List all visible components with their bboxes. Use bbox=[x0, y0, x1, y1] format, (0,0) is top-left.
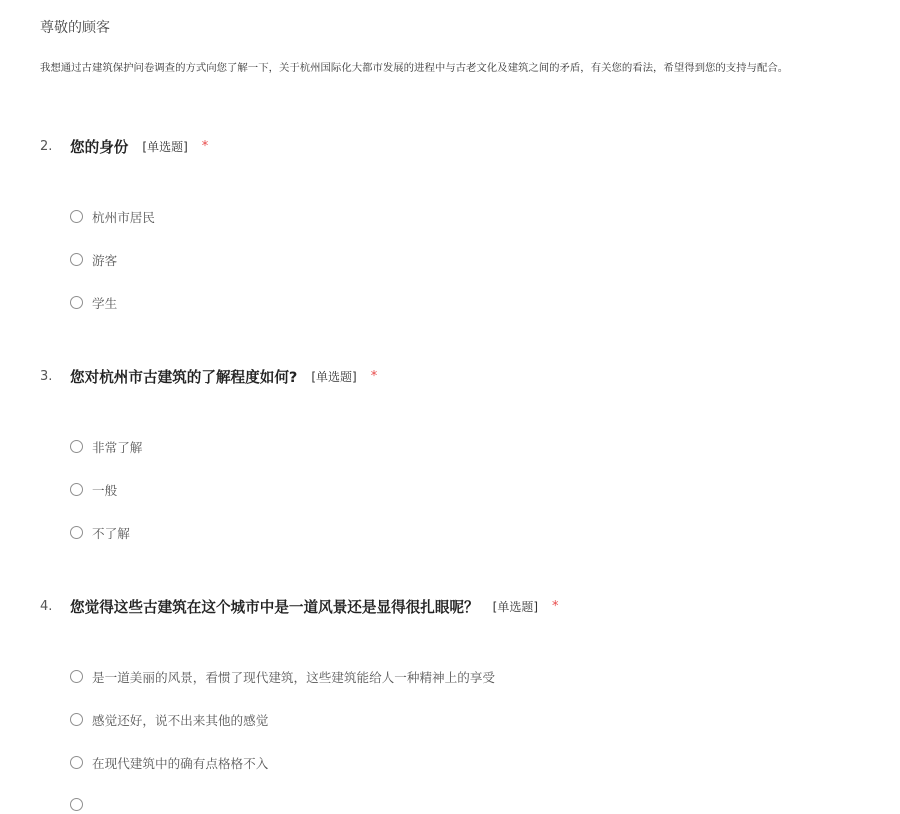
option-label: 感觉还好，说不出来其他的感觉 bbox=[92, 712, 269, 728]
option-label: 杭州市居民 bbox=[92, 209, 155, 225]
radio-circle-icon[interactable] bbox=[70, 670, 83, 683]
option-student[interactable] bbox=[70, 292, 117, 312]
option-label: 是一道美丽的风景，看惯了现代建筑，这些建筑能给人一种精神上的享受 bbox=[92, 669, 495, 685]
radio-circle-icon[interactable] bbox=[70, 253, 83, 266]
option-label: 一般 bbox=[92, 482, 118, 498]
radio-circle-icon[interactable] bbox=[70, 526, 83, 539]
question-number: 4. bbox=[40, 598, 53, 614]
radio-circle-icon[interactable] bbox=[70, 756, 83, 769]
radio-circle-icon[interactable] bbox=[70, 210, 83, 223]
option-label: 在现代建筑中的确有点格格不入 bbox=[92, 755, 269, 771]
option-tourist[interactable] bbox=[70, 249, 117, 269]
option-feels-okay[interactable] bbox=[70, 709, 268, 729]
question-title bbox=[40, 134, 208, 158]
question-text: 您对杭州市古建筑的了解程度如何? bbox=[70, 368, 298, 386]
radio-circle-icon[interactable] bbox=[70, 713, 83, 726]
required-marker: * bbox=[552, 598, 559, 614]
option-label: 不了解 bbox=[92, 525, 130, 541]
question-title bbox=[40, 364, 377, 388]
radio-circle-icon[interactable] bbox=[70, 798, 83, 811]
option-partially-visible[interactable] bbox=[70, 794, 92, 814]
radio-circle-icon[interactable] bbox=[70, 440, 83, 453]
question-type-tag: [单选题] bbox=[311, 369, 357, 384]
question-title bbox=[40, 594, 559, 618]
question-text: 您觉得这些古建筑在这个城市中是一道风景还是显得很扎眼呢？ bbox=[70, 598, 479, 616]
option-label: 非常了解 bbox=[92, 439, 143, 455]
question-number: 3. bbox=[40, 368, 53, 384]
radio-circle-icon[interactable] bbox=[70, 296, 83, 309]
question-text: 您的身份 bbox=[70, 138, 129, 156]
question-type-tag: [单选题] bbox=[492, 599, 539, 614]
option-not-familiar[interactable] bbox=[70, 522, 130, 542]
option-label: 学生 bbox=[92, 295, 118, 311]
option-very-familiar[interactable] bbox=[70, 436, 142, 456]
option-hangzhou-resident[interactable] bbox=[70, 206, 155, 226]
option-beautiful-scenery[interactable] bbox=[70, 666, 495, 686]
option-out-of-place[interactable] bbox=[70, 752, 268, 772]
required-marker: * bbox=[201, 138, 209, 154]
greeting-heading: 尊敬的顾客 bbox=[40, 20, 110, 36]
question-type-tag: [单选题] bbox=[142, 139, 188, 154]
intro-text: 我想通过古建筑保护问卷调查的方式向您了解一下，关于杭州国际化大都市发展的进程中与古老文化及建筑之间的矛盾，有关您的看法，希望得到您的支持与配合。 bbox=[40, 62, 789, 74]
option-average[interactable] bbox=[70, 479, 117, 499]
question-number: 2. bbox=[40, 138, 53, 154]
option-label: 游客 bbox=[92, 252, 118, 268]
radio-circle-icon[interactable] bbox=[70, 483, 83, 496]
required-marker: * bbox=[370, 368, 378, 384]
